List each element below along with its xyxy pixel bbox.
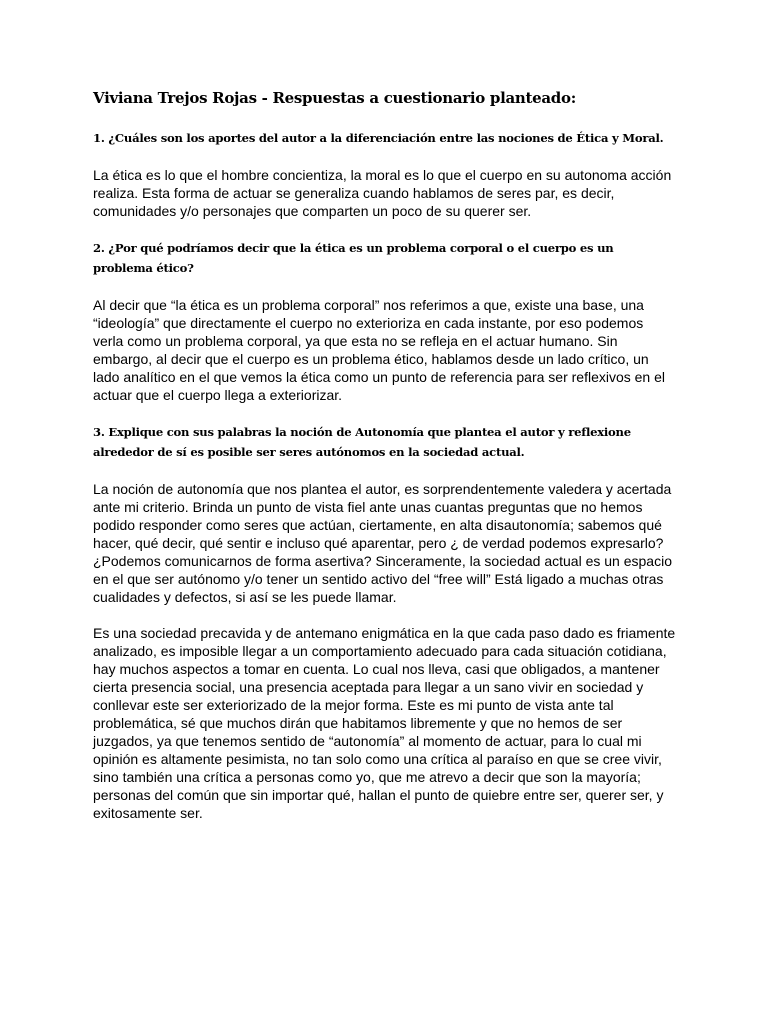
question-2: 2. ¿Por qué podríamos decir que la ética es un problema corporal o el cuerpo es un problema ético? [93, 241, 614, 275]
answer-2-paragraph-1: Al decir que “la ética es un problema corporal” nos referimos a que, existe una base, una “ideología” que directamente el cuerpo no exterioriza en cada instante, por eso podemos verla como un problema corporal, ya que esta no se refleja en el actuar humano. Sin embargo, al decir que el cuerpo es un problema ético, hablamos desde un lado crítico, un lado analítico en el que vemos la ética como un punto de referencia para ser reflexivos en el actuar que el cuerpo llega a exteriorizar. [93, 297, 666, 403]
question-3: 3. Explique con sus palabras la noción de Autonomía que plantea el autor y reflexione alrededor de sí es posible ser seres autónomos en la sociedad actual. [93, 425, 631, 459]
answer-1-paragraph-1: La ética es lo que el hombre concientiza, la moral es lo que el cuerpo en su autonoma acción realiza. Esta forma de actuar se generaliza cuando hablamos de seres par, es decir, comunidades y/o personajes que comparten un poco de su querer ser. [93, 167, 672, 219]
answer-3-paragraph-1: La noción de autonomía que nos plantea el autor, es sorprendentemente valedera y acertada ante mi criterio. Brinda un punto de vista fiel ante unas cuantas preguntas que no hemos podido responder como seres que actúan, ciertamente, en alta disautonomía; sabemos qué hacer, qué decir, qué sentir e incluso qué aparentar, pero ¿ de verdad podemos expresarlo? ¿Podemos comunicarnos de forma asertiva? Sinceramente, la sociedad actual es un espacio en el que ser autónomo y/o tener un sentido activo del “free will” Está ligado a muchas otras cualidades y defectos, si así se les puede llamar. [93, 481, 672, 605]
answer-3-paragraph-2: Es una sociedad precavida y de antemano enigmática en la que cada paso dado es friamente analizado, es imposible llegar a un comportamiento adecuado para cada situación cotidiana, hay muchos aspectos a tomar en cuenta. Lo cual nos lleva, casi que obligados, a mantener cierta presencia social, una presencia aceptada para llegar a un sano vivir en sociedad y conllevar este ser exteriorizado de la mejor forma. Este es mi punto de vista ante tal problemática, sé que muchos dirán que habitamos libremente y que no hemos de ser juzgados, ya que tenemos sentido de “autonomía” al momento de actuar, para lo cual mi opinión es altamente pesimista, no tan solo como una crítica al paraíso en que se cree vivir, sino también una crítica a personas como yo, que me atrevo a decir que son la mayoría; personas del común que sin importar qué, hallan el punto de quiebre entre ser, querer ser, y exitosamente ser. [93, 625, 676, 821]
document-title: Viviana Trejos Rojas - Respuestas a cuestionario planteado: [93, 89, 576, 107]
question-1: 1. ¿Cuáles son los aportes del autor a la diferenciación entre las nociones de Ética y Moral. [93, 131, 664, 145]
